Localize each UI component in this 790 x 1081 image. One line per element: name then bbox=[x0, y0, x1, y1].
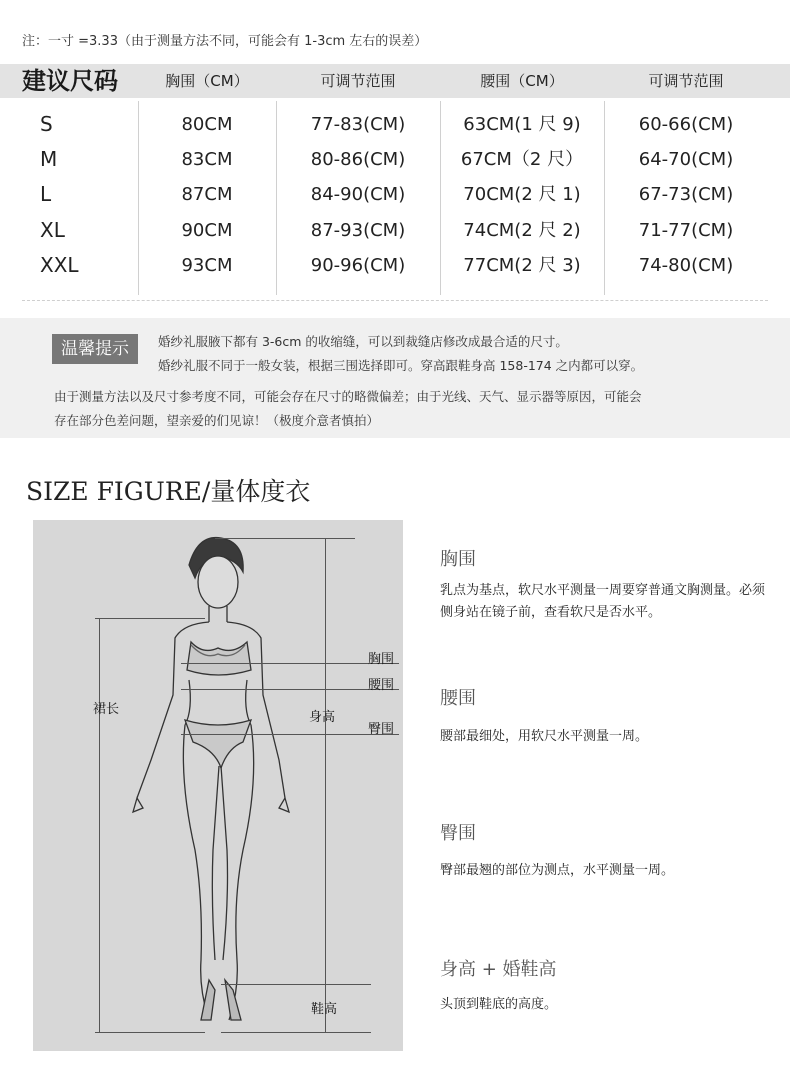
bust-desc-text: 乳点为基点，软尺水平测量一周要穿普通文胸测量。必须侧身站在镜子前，查看软尺是否水平。 bbox=[440, 583, 766, 620]
tip-line: 婚纱礼服腋下都有 3-6cm 的收缩缝，可以到裁缝店修改成最合适的尺寸。 bbox=[158, 334, 568, 349]
tip-line: 婚纱礼服不同于一般女装，根据三围选择即可。穿高跟鞋身高 158-174 之内都可以穿。 bbox=[158, 358, 644, 373]
shoe-height-label: 鞋高 bbox=[311, 1002, 338, 1017]
waist-range-cell: 60-66(CM) bbox=[638, 114, 734, 135]
waist-range-cell: 64-70(CM) bbox=[638, 149, 734, 170]
measurement-note: 注：一寸 =3.33（由于测量方法不同，可能会有 1-3cm 左右的误差） bbox=[22, 34, 428, 49]
shoe-line bbox=[221, 984, 371, 985]
table-row bbox=[0, 107, 790, 142]
bust-cell: 93CM bbox=[181, 255, 233, 276]
waist-cell: 70CM(2 尺 1) bbox=[463, 184, 581, 205]
table-row bbox=[0, 248, 790, 283]
hip-desc-text: 臀部最翘的部位为测点，水平测量一周。 bbox=[440, 863, 675, 878]
dashed-divider bbox=[22, 300, 768, 301]
bust-line bbox=[181, 663, 399, 664]
height-desc-title: 身高 + 婚鞋高 bbox=[440, 959, 557, 980]
size-cell: L bbox=[40, 182, 52, 206]
height-label: 身高 bbox=[309, 710, 336, 725]
size-cell: XL bbox=[40, 218, 65, 242]
tips-panel bbox=[0, 318, 790, 438]
bust-cell: 90CM bbox=[181, 220, 233, 241]
header-waist-range: 可调节范围 bbox=[648, 72, 724, 90]
waist-desc-text: 腰部最细处，用软尺水平测量一周。 bbox=[440, 729, 649, 744]
header-size: 建议尺码 bbox=[22, 67, 118, 95]
figure-panel bbox=[33, 520, 403, 1051]
hip-desc-title: 臀围 bbox=[440, 823, 476, 844]
waist-cell: 74CM(2 尺 2) bbox=[463, 220, 581, 241]
height-marker bbox=[325, 538, 326, 1032]
size-cell: XXL bbox=[40, 253, 79, 277]
height-desc-text: 头顶到鞋底的高度。 bbox=[440, 997, 558, 1012]
waist-range-cell: 67-73(CM) bbox=[638, 184, 734, 205]
bust-cell: 80CM bbox=[181, 114, 233, 135]
table-row bbox=[0, 213, 790, 248]
size-table-header bbox=[0, 64, 790, 98]
waist-range-cell: 71-77(CM) bbox=[638, 220, 734, 241]
skirt-length-label: 裙长 bbox=[93, 702, 120, 717]
header-bust: 胸围（CM） bbox=[165, 72, 249, 90]
bust-range-cell: 80-86(CM) bbox=[310, 149, 406, 170]
skirt-bottom-line bbox=[95, 1032, 205, 1033]
size-cell: S bbox=[40, 112, 53, 136]
tips-badge: 温馨提示 bbox=[52, 334, 138, 364]
table-row bbox=[0, 142, 790, 177]
bust-range-cell: 90-96(CM) bbox=[310, 255, 406, 276]
waist-label: 腰围 bbox=[368, 678, 395, 693]
tip-line: 存在部分色差问题，望亲爱的们见谅！（极度介意者慎拍） bbox=[54, 413, 380, 428]
hip-label: 臀围 bbox=[368, 722, 395, 737]
skirt-top-line bbox=[95, 618, 205, 619]
skirt-marker bbox=[99, 618, 100, 1032]
bust-desc-title: 胸围 bbox=[440, 549, 476, 570]
size-cell: M bbox=[40, 147, 58, 171]
waist-cell: 77CM(2 尺 3) bbox=[463, 255, 581, 276]
header-waist: 腰围（CM） bbox=[480, 72, 564, 90]
woman-figure-illustration bbox=[33, 520, 403, 1051]
waist-range-cell: 74-80(CM) bbox=[638, 255, 734, 276]
waist-desc-title: 腰围 bbox=[440, 688, 476, 709]
bust-range-cell: 87-93(CM) bbox=[310, 220, 406, 241]
bust-range-cell: 77-83(CM) bbox=[310, 114, 406, 135]
section-title: SIZE FIGURE/量体度衣 bbox=[26, 477, 311, 506]
bust-range-cell: 84-90(CM) bbox=[310, 184, 406, 205]
header-bust-range: 可调节范围 bbox=[320, 72, 396, 90]
height-top-line bbox=[215, 538, 355, 539]
waist-line bbox=[181, 689, 399, 690]
bust-cell: 87CM bbox=[181, 184, 233, 205]
waist-cell: 63CM(1 尺 9) bbox=[463, 114, 581, 135]
bust-cell: 83CM bbox=[181, 149, 233, 170]
height-bottom-line bbox=[221, 1032, 371, 1033]
bust-label: 胸围 bbox=[368, 652, 395, 667]
tip-line: 由于测量方法以及尺寸参考度不同，可能会存在尺寸的略微偏差；由于光线、天气、显示器等原因，可能会 bbox=[54, 389, 642, 404]
hip-line bbox=[181, 734, 399, 735]
table-row bbox=[0, 177, 790, 212]
waist-cell: 67CM（2 尺） bbox=[460, 149, 584, 170]
